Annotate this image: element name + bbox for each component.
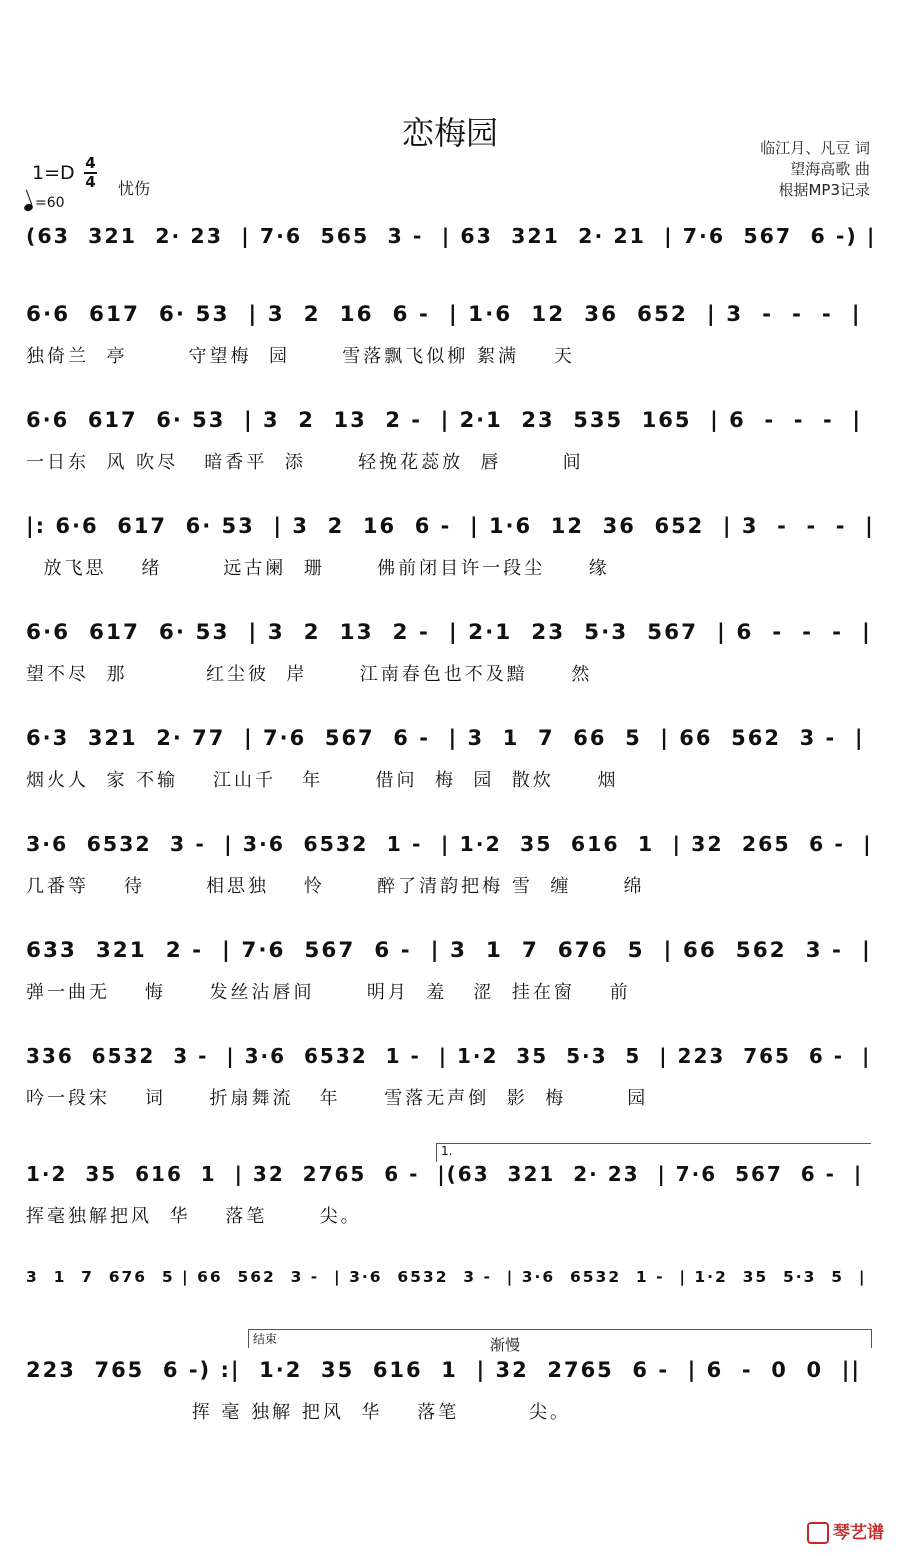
lyrics-line: 挥毫独解把风 华 落笔 尖。 [26, 1206, 362, 1227]
notation-line: (63 321 2· 23 | 7·6 565 3 - | 63 321 2· 21 | 7·6 567 6 -) | [26, 224, 877, 248]
notation-line: 336 6532 3 - | 3·6 6532 1 - | 1·2 35 5·3 5 | 223 765 6 - | [26, 1044, 872, 1068]
lyrics-line: 吟一段宋 词 折扇舞流 年 雪落无声倒 影 梅 园 [26, 1088, 649, 1109]
notation-line: 633 321 2 - | 7·6 567 6 - | 3 1 7 676 5 | 66 562 3 - | [26, 938, 872, 963]
notation-line: 6·3 321 2· 77 | 7·6 567 6 - | 3 1 7 66 5 | 66 562 3 - | [26, 726, 865, 750]
mood-marking: 忧伤 [118, 179, 151, 198]
first-ending-label: 1. [441, 1144, 453, 1158]
quarter-note-icon [23, 203, 34, 213]
lyrics-line: 弹一曲无 悔 发丝沾唇间 明月 羞 涩 挂在窗 前 [26, 982, 631, 1003]
time-signature-bottom: 4 [85, 173, 96, 191]
watermark [807, 1518, 884, 1544]
first-ending-bracket [436, 1143, 871, 1162]
tempo-marking [24, 195, 65, 211]
time-signature [84, 156, 97, 190]
composer-credit: 望海高歌 曲 [790, 160, 870, 178]
notation-line: 3·6 6532 3 - | 3·6 6532 1 - | 1·2 35 616 1 | 32 265 6 - | [26, 832, 873, 856]
notation-line: 6·6 617 6· 53 | 3 2 13 2 - | 2·1 23 5·3 567 | 6 - - - | [26, 620, 872, 645]
notation-line: |: 6·6 617 6· 53 | 3 2 16 6 - | 1·6 12 36 652 | 3 - - - | [26, 514, 875, 538]
lyrics-line: 烟火人 家 不输 江山千 年 借问 梅 园 散炊 烟 [26, 770, 619, 791]
source-credit: 根据MP3记录 [778, 181, 870, 199]
lyrics-line: 放飞思 绪 远古阑 珊 佛前闭目许一段尘 缘 [26, 558, 610, 579]
watermark-text: 琴艺谱 [833, 1523, 884, 1543]
notation-line: 3 1 7 676 5 | 66 562 3 - | 3·6 6532 3 - | 3·6 6532 1 - | 1·2 35 5·3 5 | [26, 1268, 867, 1286]
lyrics-line: 几番等 待 相思独 怜 醉了清韵把梅 雪 缠 绵 [26, 876, 645, 897]
lyrics-line: 挥 毫 独解 把风 华 落笔 尖。 [26, 1402, 571, 1423]
notation-line: 6·6 617 6· 53 | 3 2 16 6 - | 1·6 12 36 652 | 3 - - - | [26, 302, 862, 327]
watermark-logo-icon [807, 1522, 829, 1544]
time-signature-top: 4 [85, 154, 96, 172]
ritardando-marking: 渐慢 [490, 1336, 521, 1354]
lyrics-line: 独倚兰 亭 守望梅 园 雪落飘飞似柳 絮满 天 [26, 346, 575, 367]
tempo-value: =60 [35, 195, 65, 211]
lyricist-credit: 临江月、凡豆 词 [760, 139, 870, 157]
lyrics-line: 望不尽 那 红尘彼 岸 江南春色也不及黯 然 [26, 664, 593, 685]
notation-line: 6·6 617 6· 53 | 3 2 13 2 - | 2·1 23 535 165 | 6 - - - | [26, 408, 863, 432]
notation-line: 223 765 6 -) :| 1·2 35 616 1 | 32 2765 6 - | 6 - 0 0 || [26, 1358, 862, 1382]
page-title: 恋梅园 [401, 114, 498, 152]
credits [760, 138, 870, 201]
key-signature: 1=D [32, 162, 75, 184]
ending-bracket [248, 1329, 872, 1348]
ending-label: 结束 [253, 1332, 278, 1346]
lyrics-line: 一日东 风 吹尽 暗香平 添 轻挽花蕊放 唇 间 [26, 452, 584, 473]
notation-line: 1·2 35 616 1 | 32 2765 6 - |(63 321 2· 23 | 7·6 567 6 - | [26, 1162, 864, 1186]
